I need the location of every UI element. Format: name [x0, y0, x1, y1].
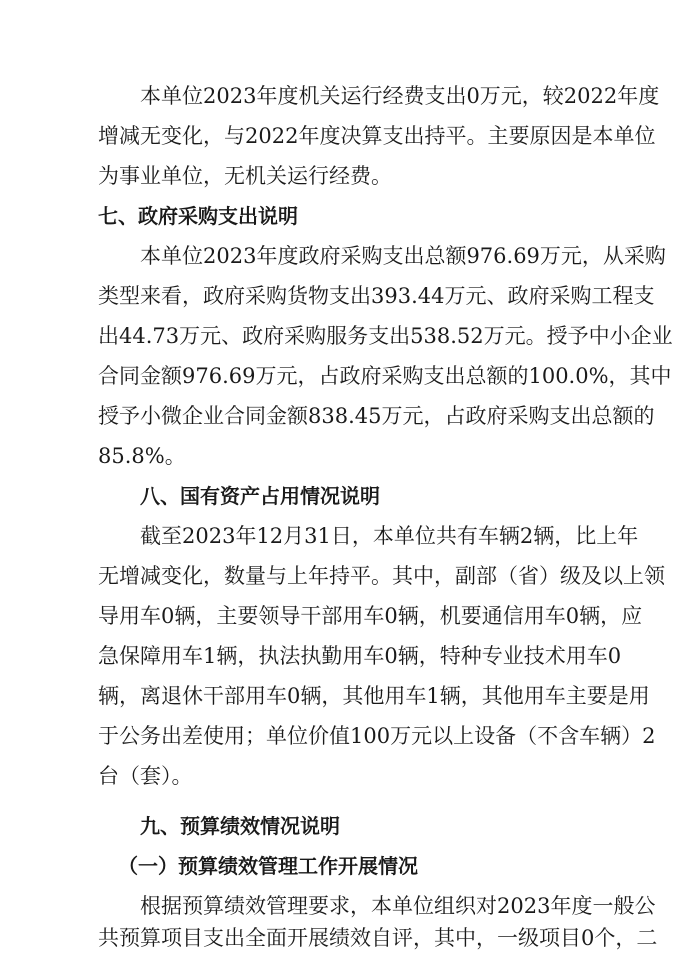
- paragraph-line: 合同金额976.69万元，占政府采购支出总额的100.0%，其中: [98, 364, 672, 388]
- paragraph-line: 本单位2023年度政府采购支出总额976.69万元，从采购: [140, 244, 666, 268]
- paragraph-line: 本单位2023年度机关运行经费支出0万元，较2022年度: [140, 84, 660, 108]
- paragraph-line: 类型来看，政府采购货物支出393.44万元、政府采购工程支: [98, 284, 655, 308]
- paragraph-line: 85.8%。: [98, 444, 186, 468]
- paragraph-line: 为事业单位，无机关运行经费。: [98, 164, 392, 188]
- section-heading-9: 九、预算绩效情况说明: [140, 814, 340, 838]
- section-heading-7: 七、政府采购支出说明: [98, 204, 298, 228]
- paragraph-line: 出44.73万元、政府采购服务支出538.52万元。授予中小企业: [98, 324, 673, 348]
- section-heading-8: 八、国有资产占用情况说明: [140, 484, 380, 508]
- paragraph-line: 于公务出差使用；单位价值100万元以上设备（不含车辆）2: [98, 724, 656, 748]
- subsection-heading-9-1: （一）预算绩效管理工作开展情况: [118, 854, 418, 878]
- paragraph-line: 根据预算绩效管理要求，本单位组织对2023年度一般公: [140, 894, 656, 918]
- paragraph-line: 授予小微企业合同金额838.45万元，占政府采购支出总额的: [98, 404, 655, 428]
- paragraph-line: 急保障用车1辆，执法执勤用车0辆，特种专业技术用车0: [98, 644, 622, 668]
- paragraph-line: 增减无变化，与2022年度决算支出持平。主要原因是本单位: [98, 124, 656, 148]
- paragraph-line: 共预算项目支出全面开展绩效自评，其中，一级项目0个，二: [98, 926, 658, 950]
- paragraph-line: 台（套）。: [98, 764, 193, 788]
- paragraph-line: 辆，离退休干部用车0辆，其他用车1辆，其他用车主要是用: [98, 684, 650, 708]
- paragraph-line: 截至2023年12月31日，本单位共有车辆2辆，比上年: [140, 524, 639, 548]
- paragraph-line: 无增减变化，数量与上年持平。其中，副部（省）级及以上领: [98, 564, 665, 588]
- paragraph-line: 导用车0辆，主要领导干部用车0辆，机要通信用车0辆，应: [98, 604, 643, 628]
